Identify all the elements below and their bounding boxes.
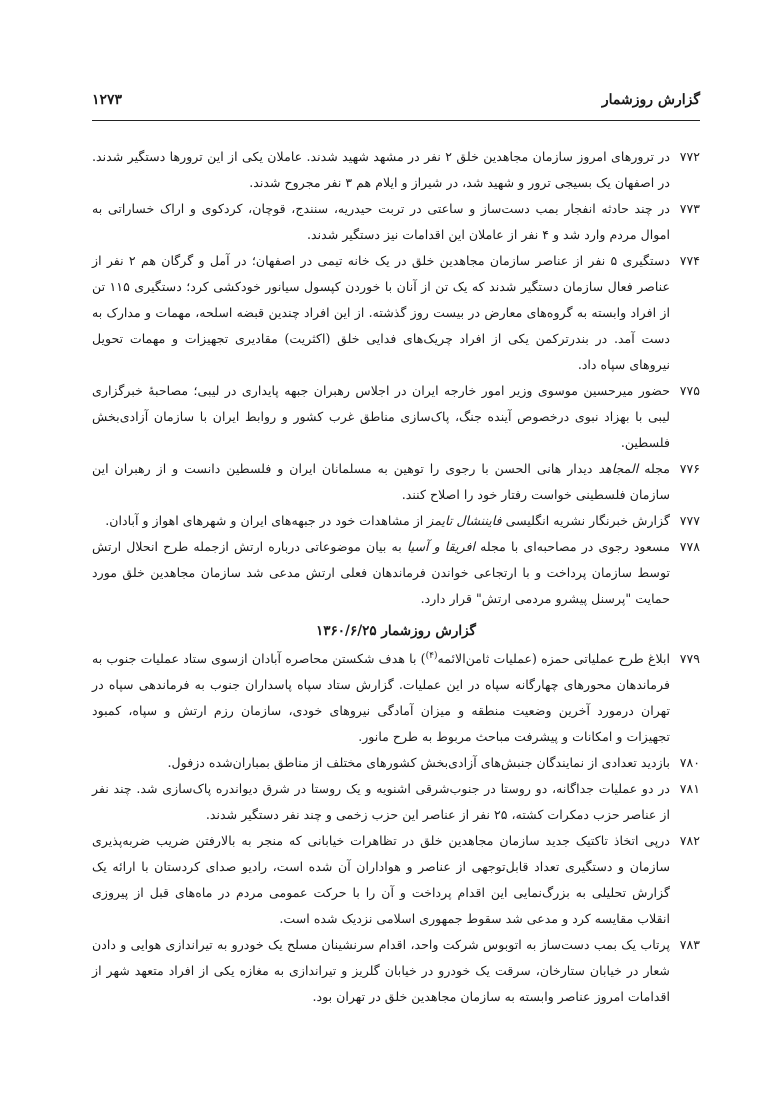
publication-name: افریقا و آسیا	[406, 539, 475, 554]
entry-text: در دو عملیات جداگانه، دو روستا در جنوب‌شرقی اشنویه و یک روستا در شرق دیواندره پاک‌سازی شد. چند نفر از عناصر حزب دمکرات کشته، ۲۵ نفر از عناصر این حزب زخمی و چند نفر دستگیر شدند.	[92, 781, 670, 822]
entry-783	[92, 932, 700, 1010]
entry-773	[92, 196, 700, 248]
entry-text-pre: مجله	[638, 461, 670, 476]
entry-text: دستگیری ۵ نفر از عناصر سازمان مجاهدین خلق در یک خانه تیمی در اصفهان؛ در آمل و گرگان هم ۲ نفر از عناصر فعال سازمان دستگیر شدند که یک تن از آنان با خوردن کپسول سیانور خودکشی کرد؛ دستگیری ۱۱۵ تن از افراد وابسته به گروه‌های معارض در بیست روز گذشته. از این افراد چندین قبضه اسلحه، مهمات و مدارک به دست آمد. در بندرترکمن یکی از افراد چریک‌های فدایی خلق (اکثریت) مقادیری تجهیزات و مهمات تحویل نیروهای سپاه داد.	[92, 253, 670, 372]
entry-778	[92, 534, 700, 612]
running-title: گزارش روزشمار	[601, 92, 700, 108]
entry-776	[92, 456, 700, 508]
page-header	[92, 92, 700, 116]
entry-text-post: ) با هدف شکستن محاصره آبادان ازسوی ستاد عملیات جنوب به فرماندهان محورهای چهارگانه سپاه در این عملیات. گزارش ستاد سپاه پاسداران جنوب به فرماندهی سپاه در تهران درمورد آخرین وضعیت منطقه و میزان آمادگی نیروهای خودی، سازمان رزم ارتش و سپاه، کمبود تجهیزات و امکانات و پیشرفت مباحث مربوط به طرح مانور.	[92, 651, 670, 744]
entry-text: پرتاب یک بمب دست‌ساز به اتوبوس شرکت واحد، اقدام سرنشینان مسلح یک خودرو به تیراندازی هوایی و دادن شعار در خیابان ستارخان، سرقت یک خودرو در خیابان گلریز و تیراندازی به مغازه یکی از افراد متعهد شهر از اقدامات امروز عناصر وابسته به سازمان مجاهدین خلق در تهران بود.	[92, 937, 670, 1004]
entry-text-post: از مشاهدات خود در جبهه‌های ایران و شهرهای اهواز و آبادان.	[105, 513, 428, 528]
entry-774	[92, 248, 700, 378]
entry-782	[92, 828, 700, 932]
entry-number: ۷۷۳	[679, 201, 700, 216]
entry-number: ۷۷۹	[679, 651, 700, 666]
entry-number: ۷۸۲	[679, 833, 700, 848]
page-content	[92, 144, 700, 1010]
entry-number: ۷۷۶	[679, 461, 700, 476]
entry-text-pre: مسعود رجوی در مصاحبه‌ای با مجله	[474, 539, 670, 554]
entry-text-post: دیدار هانی الحسن با رجوی را توهین به مسلمانان ایران و فلسطین دانست و از رهبران این سازمان فلسطینی خواست رفتار خود را اصلاح کنند.	[92, 461, 670, 502]
entry-781	[92, 776, 700, 828]
entry-text: حضور میرحسین موسوی وزیر امور خارجه ایران در اجلاس رهبران جبهه پایداری در لیبی؛ مصاحبهٔ خبرگزاری لیبی با بهزاد نبوی درخصوص آینده جنگ، پاک‌سازی مناطق غرب کشور و روابط ایران با سازمان آزادی‌بخش فلسطین.	[92, 383, 670, 450]
entry-text: در چند حادثه انفجار بمب دست‌ساز و ساعتی در تربت حیدریه، سنندج، قوچان، کردکوی و اراک خساراتی به اموال مردم وارد شد و ۴ نفر از عاملان این اقدامات نیز دستگیر شدند.	[92, 201, 670, 242]
entry-779	[92, 646, 700, 750]
entry-775	[92, 378, 700, 456]
publication-name: المجاهد	[598, 461, 639, 476]
entry-772	[92, 144, 700, 196]
entry-number: ۷۷۵	[679, 383, 700, 398]
entry-number: ۷۷۲	[679, 149, 700, 164]
entry-780	[92, 750, 700, 776]
entry-text: در ترورهای امروز سازمان مجاهدین خلق ۲ نفر در مشهد شهید شدند. عاملان یکی از این ترورها دستگیر شدند. در اصفهان یک بسیجی ترور و شهید شد، در شیراز و ایلام هم ۳ نفر مجروح شدند.	[92, 149, 671, 190]
entry-number: ۷۷۸	[679, 539, 700, 554]
footnote-marker: (۴)	[425, 650, 438, 661]
entry-number: ۷۸۱	[679, 781, 700, 796]
entry-number: ۷۷۴	[679, 253, 700, 268]
entry-text-pre: گزارش خبرنگار نشریه انگلیسی	[501, 513, 670, 528]
page-number: ۱۲۷۳	[92, 92, 123, 108]
entry-number: ۷۸۳	[679, 937, 700, 952]
entry-text: درپی اتخاذ تاکتیک جدید سازمان مجاهدین خلق در تظاهرات خیابانی که منجر به بالارفتن ضریب ضربه‌پذیری سازمان و دستگیری تعداد قابل‌توجهی از عناصر و هواداران آن شده است، رادیو صدای کردستان با ارائه یک گزارش تحلیلی به بزرگ‌نمایی این اقدام پرداخت و آن را با حرکت عمومی مردم در ماه‌های قبل از پیروزی انقلاب مقایسه کرد و مدعی شد سقوط جمهوری اسلامی نزدیک شده است.	[92, 833, 670, 926]
entry-text: بازدید تعدادی از نمایندگان جنبش‌های آزادی‌بخش کشورهای مختلف از مناطق بمباران‌شده دزفول.	[167, 755, 670, 770]
publication-name: فایننشال تایمز	[427, 513, 502, 528]
entry-text-post: به بیان موضوعاتی درباره ارتش ازجمله طرح انحلال ارتش توسط سازمان پرداخت و با ارتجاعی خواندن فرماندهان فعلی ارتش مدعی شد سازمان مجاهدین خلق مورد حمایت "پرسنل پیشرو مردمی ارتش" قرار دارد.	[92, 539, 670, 606]
section-heading: گزارش روزشمار ۱۳۶۰/۶/۲۵	[316, 623, 476, 639]
entry-text-pre: ابلاغ طرح عملیاتی حمزه (عملیات ثامن‌الائمه	[437, 651, 671, 666]
header-divider	[92, 120, 700, 121]
entry-number: ۷۷۷	[679, 513, 700, 528]
document-page	[92, 0, 700, 1110]
entry-777	[92, 508, 700, 534]
entry-number: ۷۸۰	[679, 755, 700, 770]
